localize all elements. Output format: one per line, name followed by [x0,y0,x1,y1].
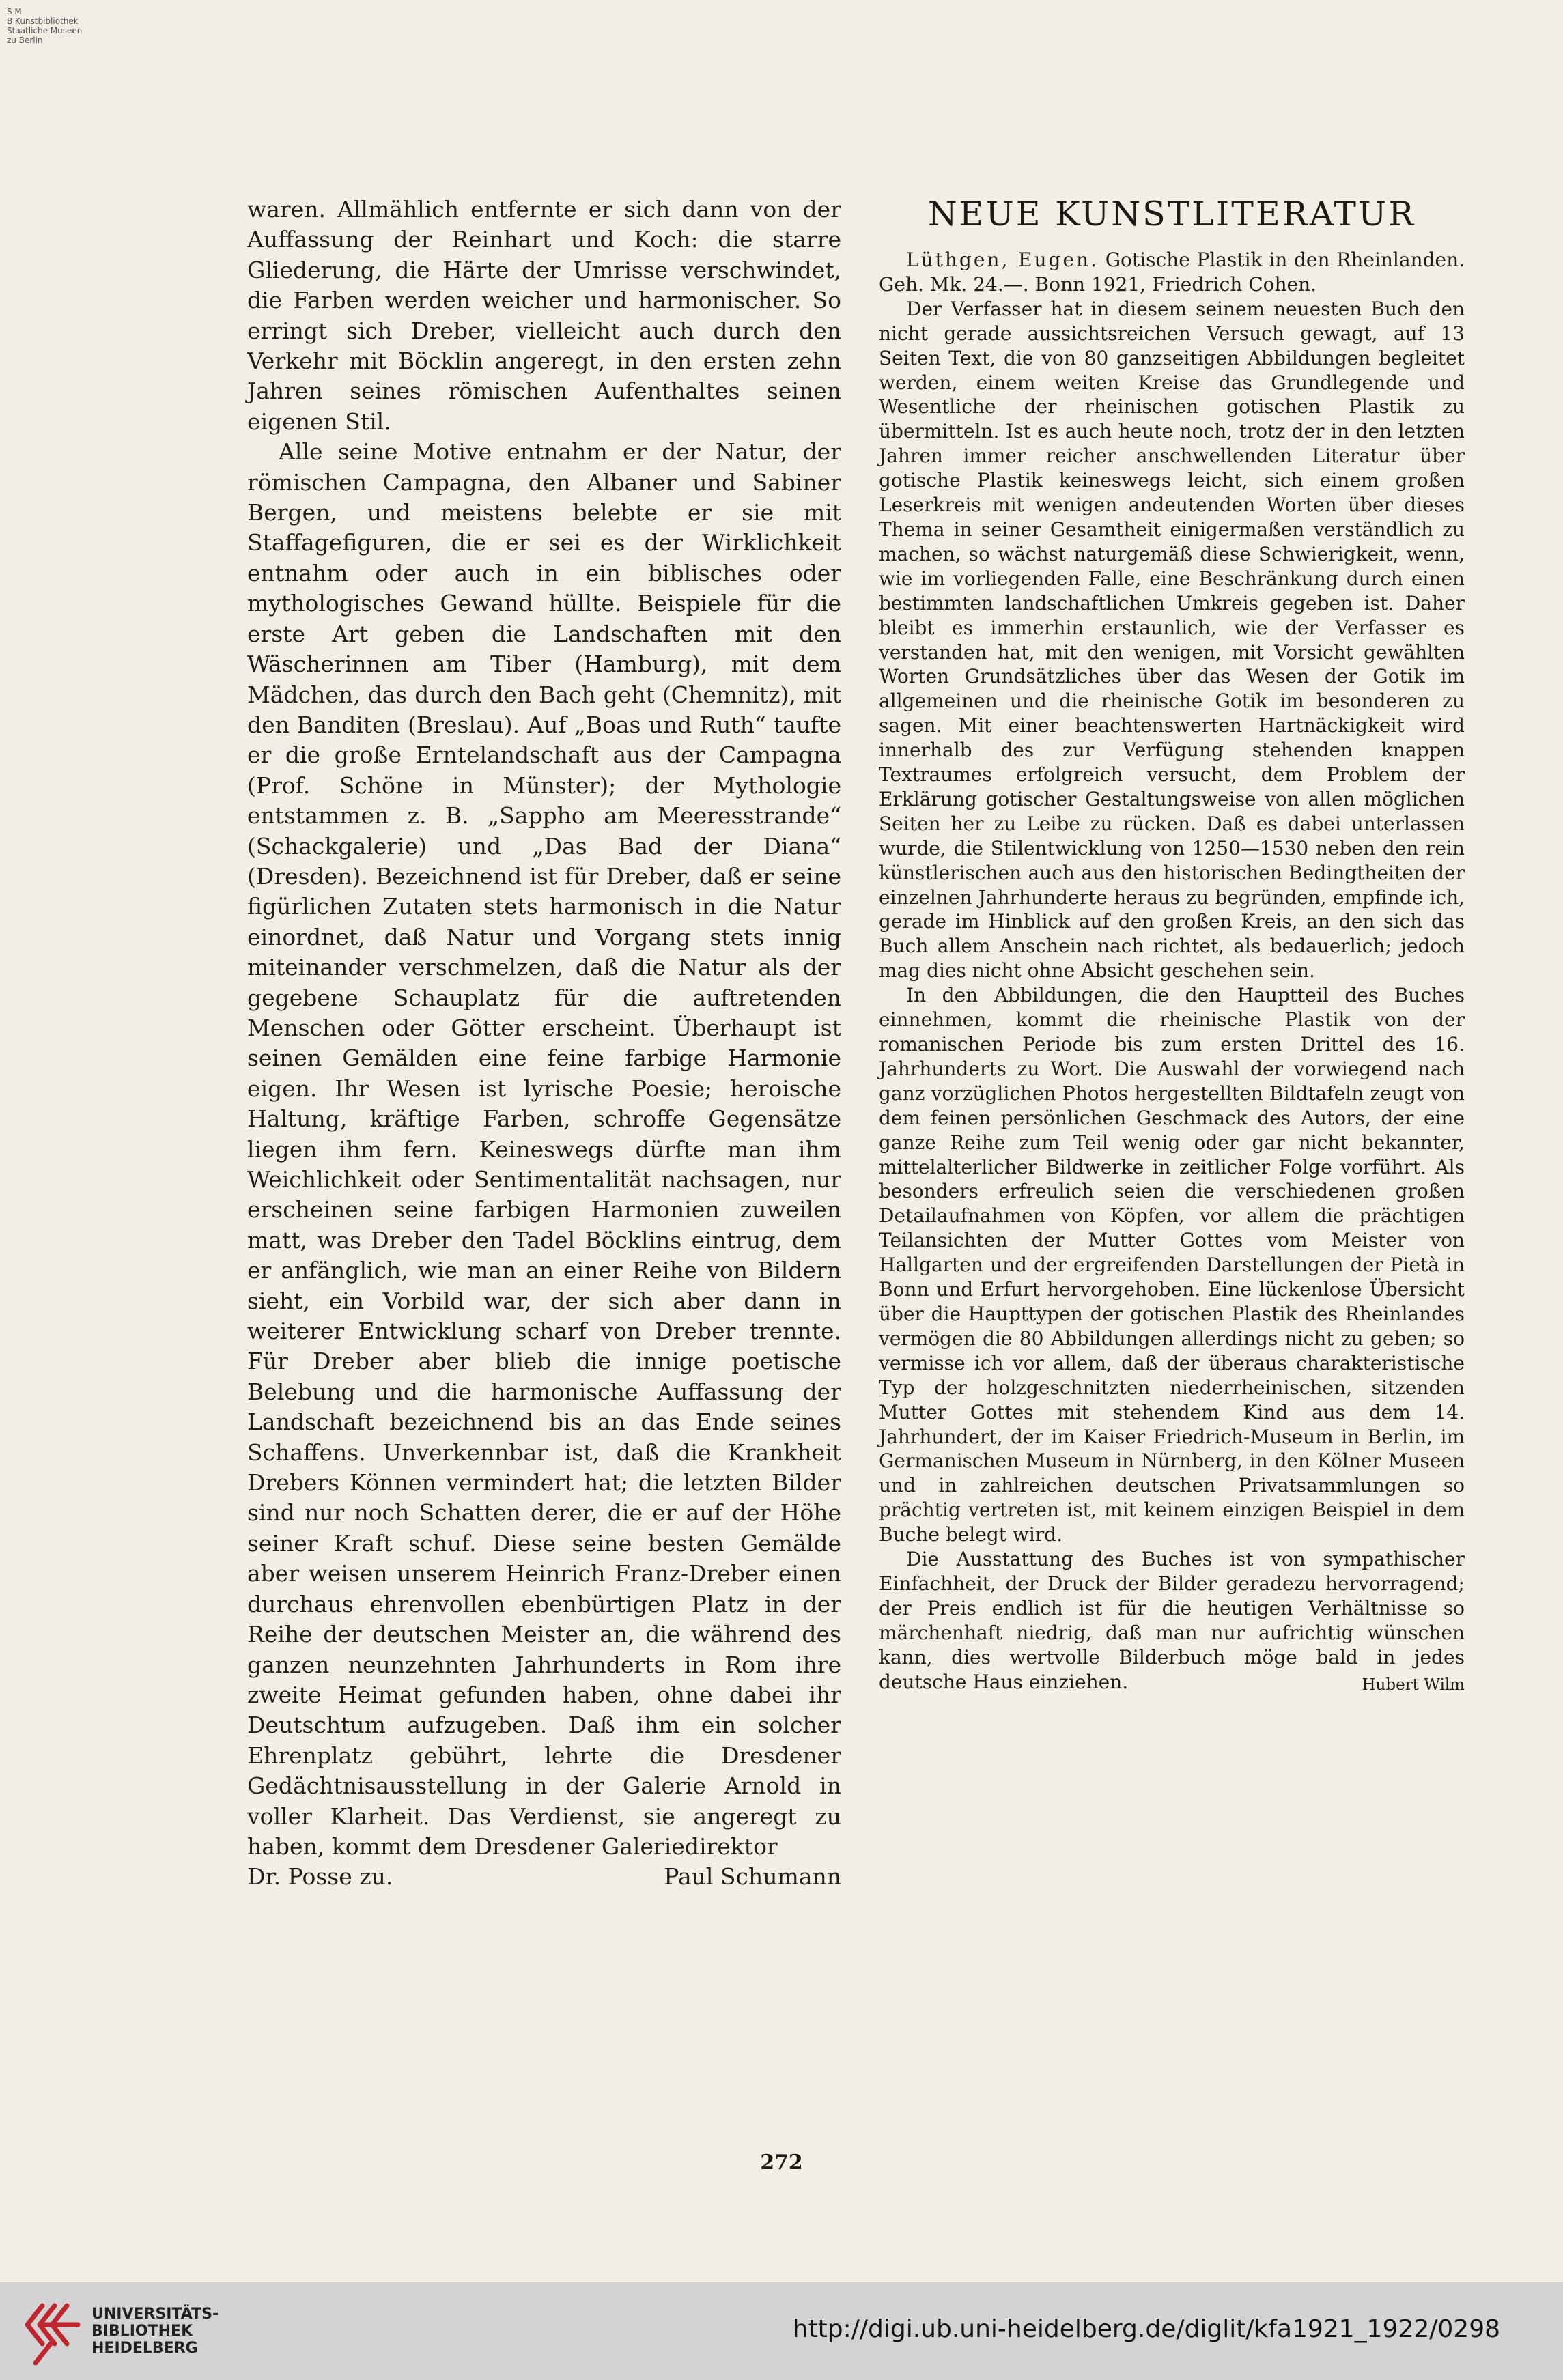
museum-stamp [7,7,82,45]
author-signature: Paul Schumann [664,1863,841,1890]
stamp-line: S M [7,7,22,16]
stamp-line: B Kunstbibliothek [7,16,79,26]
stamp-line: Staatliche Museen [7,26,83,36]
review-paragraph: Die Ausstattung des Buches ist von sympathischer Einfachheit, der Druck der Bilder geradezu hervorragend; der Preis endlich ist für die heutigen Verhältnisse so märchenhaft niedrig, daß man nur aufrichtig wünschen kann, dies wertvolle Bilderbuch möge bald in jedes deutsche Haus einziehen. [879,1548,1465,1693]
article-paragraph: waren. Allmählich entfernte er sich dann von der Auffassung der Reinhart und Koch: die starre Gliederung, die Härte der Umrisse verschwindet, die Farben werden weicher und harmonischer. So erringt sich Dreber, vielleicht auch durch den Verkehr mit Böcklin angeregt, in den ersten zehn Jahren seines römischen Aufenthaltes seinen eigenen Stil. [247,196,841,435]
article-paragraph: Alle seine Motive entnahm er der Natur, der römischen Campagna, den Albaner und Sabiner Bergen, und meistens belebte er sie mit Staffagefiguren, die er sei es der Wirklichkeit entnahm oder auch in ein biblisches oder mythologisches Gewand hüllte. Beispiele für die erste Art geben die Landschaften mit den Wäscherinnen am Tiber (Hamburg), mit dem Mädchen, das durch den Bach geht (Chemnitz), mit den Banditen (Breslau). Auf „Boas und Ruth“ taufte er die große Erntelandschaft aus der Campagna (Prof. Schöne in Münster); der Mythologie entstammen z. B. „Sappho am Meeresstrande“ (Schackgalerie) und „Das Bad der Diana“ (Dresden). Bezeichnend ist für Dreber, daß er seine figürlichen Zutaten stets harmonisch in die Natur einordnet, daß Natur und Vorgang stets innig miteinander verschmelzen, daß die Natur als der gegebene Schauplatz für die auftretenden Menschen oder Götter erscheint. Überhaupt ist seinen Gemälden eine feine farbige Harmonie eigen. Ihr Wesen ist lyrische Poesie; heroische Haltung, kräftige Farben, schroffe Gegensätze liegen ihm fern. Keineswegs dürfte man ihm Weichlichkeit oder Sentimentalität nachsagen, nur erscheinen seine farbigen Harmonien zuweilen matt, was Dreber den Tadel Böcklins eintrug, dem er anfänglich, wie man an einer Reihe von Bildern sieht, ein Vorbild war, der sich aber dann in weiterer Entwicklung scharf von Dreber trennte. Für Dreber aber blieb die innige poetische Belebung und die harmonische Auffassung der Landschaft bezeichnend bis an das Ende seines Schaffens. Unverkennbar ist, daß die Krankheit Drebers Können vermindert hat; die letzten Bilder sind nur noch Schatten derer, die er auf der Höhe seiner Kraft schuf. Diese seine besten Gemälde aber weisen unserem Heinrich Franz-Dreber einen durchaus ehrenvollen ebenbürtigen Platz in der Reihe der deutschen Meister an, die während des ganzen neunzehnten Jahrhunderts in Rom ihre zweite Heimat gefunden haben, ohne dabei ihr Deutschtum aufzugeben. Daß ihm ein solcher Ehrenplatz gebührt, lehrte die Dresdener Gedächtnisausstellung in der Galerie Arnold in voller Klarheit. Das Verdienst, sie angeregt zu haben, kommt dem Dresdener Galeriedirektor [247,438,841,1860]
stamp-line: zu Berlin [7,36,43,45]
library-name-line: BIBLIOTHEK [91,2323,193,2340]
review-paragraph: Der Verfasser hat in diesem seinem neuesten Buch den nicht gerade aussichtsreichen Versuch gewagt, auf 13 Seiten Text, die von 80 ganzseitigen Abbildungen begleitet werden, einem weiten Kreise das Grundlegende und Wesentliche der rheinischen gotischen Plastik zu übermitteln. Ist es auch heute noch, trotz der in den letzten Jahren immer reicher anschwellenden Literatur über gotische Plastik keineswegs leicht, sich einem großen Leserkreis mit wenigen andeutenden Worten über dieses Thema in seiner Gesamtheit einigermaßen verständlich zu machen, so wächst naturgemäß diese Schwierigkeit, wenn, wie im vorliegenden Falle, eine Beschränkung durch einen bestimmten landschaftlichen Umkreis gegeben ist. Daher bleibt es immerhin erstaunlich, wie der Verfasser es verstanden hat, mit den wenigen, mit Vorsicht gewählten Worten Grundsätzliches über das Wesen der Gotik im allgemeinen und die rheinische Gotik im besonderen zu sagen. Mit einer beachtenswerten Hartnäckigkeit wird innerhalb des zur Verfügung stehenden knappen Textraumes erfolgreich versucht, dem Problem der Erklärung gotischer Gestaltungsweise von allen möglichen Seiten her zu Leibe zu rücken. Daß es dabei unterlassen wurde, die Stilentwicklung von 1250—1530 neben den rein künstlerischen auch aus den historischen Bedingtheiten der einzelnen Jahrhunderte heraus zu begründen, empfinde ich, gerade im Hinblick auf den großen Kreis, an den sich das Buch allem Anschein nach richtet, als bedauerlich; jedoch mag dies nicht ohne Absicht geschehen sein. [879,297,1465,982]
reviewer-signature: Hubert Wilm [1362,1676,1465,1695]
citation-details: Gotische Plastik in den Rheinlanden. Geh. Mk. 24.—. Bonn 1921, Friedrich Cohen. [879,249,1465,296]
digitization-footer [0,2282,1563,2380]
review-paragraph: In den Abbildungen, die den Hauptteil des Buches einnehmen, kommt die rheinische Plastik von der romanischen Periode bis zum ersten Drittel des 16. Jahrhunderts zu Wort. Die Auswahl der vorwiegend nach ganz vorzüglichen Photos hergestellten Bildtafeln zeugt von dem feinen persönlichen Geschmack des Autors, der eine ganze Reihe zum Teil wenig oder gar nicht bekannter, mittelalterlicher Bildwerke in zeitlicher Folge vorführt. Als besonders erfreulich seien die verschiedenen großen Detailaufnahmen von Köpfen, vor allem die prächtigen Teilansichten der Mutter Gottes vom Meister von Hallgarten und der ergreifenden Darstellungen der Pietà in Bonn und Erfurt hervorgehoben. Eine lückenlose Übersicht über die Haupttypen der gotischen Plastik des Rheinlandes vermögen die 80 Abbildungen allerdings nicht zu geben; so vermisse ich vor allem, daß der überaus charakteristische Typ der holzgeschnitzten niederrheinischen, sitzenden Mutter Gottes mit stehendem Kind aus dem 14. Jahrhundert, der im Kaiser Friedrich-Museum in Berlin, im Germanischen Museum in Nürnberg, in den Kölner Museen und in zahlreichen deutschen Privatsammlungen so prächtig vertreten ist, mit keinem einzigen Beispiel in dem Buche belegt wird. [879,984,1465,1546]
citation-author: Lüthgen, Eugen. [906,249,1099,271]
heidelberg-library-logo-icon [22,2300,83,2368]
section-heading: NEUE KUNSTLITERATUR [927,195,1416,233]
library-name-line: HEIDELBERG [91,2340,198,2357]
book-citation [879,248,1465,297]
closing-text: Dr. Posse zu. [247,1863,393,1890]
library-name-line: UNIVERSITÄTS- [91,2306,219,2323]
library-name [91,2306,219,2357]
right-column-review [879,195,1465,1698]
page-number: 272 [760,2151,803,2174]
left-column-article [247,195,841,1893]
permalink-url[interactable]: http://digi.ub.uni-heidelberg.de/diglit/kfa1921_1922/0298 [792,2315,1500,2343]
closing-line [247,1862,841,1892]
